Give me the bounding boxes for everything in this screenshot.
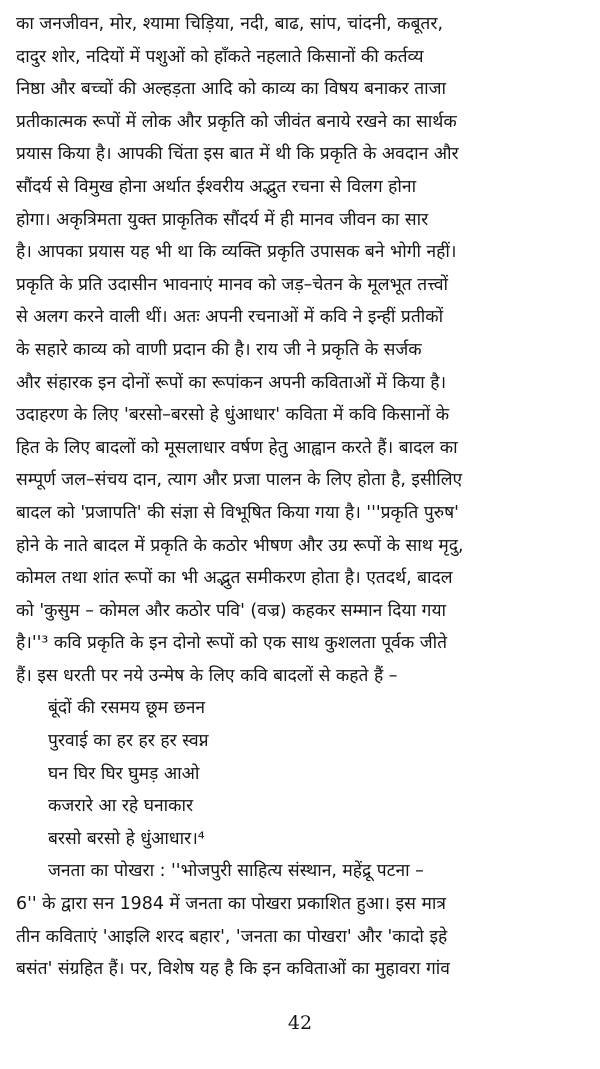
verse-line: कजरारे आ रहे घनाकार — [48, 796, 194, 817]
text-line: 6'' के द्वारा सन 1984 में जनता का पोखरा प्रकाशित हुआ। इस मात्र — [16, 894, 446, 915]
text-line: तीन कविताएं 'आइलि शरद बहार', 'जनता का पोखरा' और 'कादो इहे — [16, 926, 448, 947]
text-line: को 'कुसुम – कोमल और कठोर पवि' (वज्र) कहकर सम्मान दिया गया — [16, 600, 447, 621]
text-line: का जनजीवन, मोर, श्यामा चिड़िया, नदी, बाढ, सांप, चांदनी, कबूतर, — [16, 14, 443, 34]
text-line: होने के नाते बादल में प्रकृति के कठोर भीषण और उग्र रूपों के साथ मृदु, — [16, 535, 464, 556]
text-line: सौंदर्य से विमुख होना अर्थात ईश्वरीय अद्भुत रचना से विलग होना — [16, 176, 417, 197]
text-line: है। आपका प्रयास यह भी था कि व्यक्ति प्रकृति उपासक बने भोगी नहीं। — [16, 242, 457, 263]
text-line: है।''³ कवि प्रकृति के इन दोनो रूपों को एक साथ कुशलता पूर्वक जीते — [16, 633, 448, 654]
text-line: बसंत' संग्रहित हैं। पर, विशेष यह है कि इन कविताओं का मुहावरा गांव — [16, 959, 450, 980]
body-text — [16, 8, 588, 986]
verse-line: बरसो बरसो हे धुंआधार।⁴ — [48, 828, 205, 849]
text-line: उदाहरण के लिए 'बरसो–बरसो हे धुंआधार' कविता में कवि किसानों के — [16, 405, 450, 426]
text-line: प्रयास किया है। आपकी चिंता इस बात में थी कि प्रकृति के अवदान और — [16, 144, 459, 165]
text-line: बादल को 'प्रजापति' की संज्ञा से विभूषित किया गया है। '''प्रकृति पुरुष' — [16, 502, 459, 523]
text-line: के सहारे काव्य को वाणी प्रदान की है। राय जी ने प्रकृति के सर्जक — [16, 339, 422, 360]
text-line: से अलग करने वाली थीं। अतः अपनी रचनाओं में कवि ने इन्हीं प्रतीकों — [16, 307, 444, 328]
text-line: निष्ठा और बच्चों की अल्हड़ता आदि को काव्य का विषय बनाकर ताजा — [16, 79, 447, 100]
page-number: 42 — [287, 1012, 313, 1034]
text-line: दादुर शोर, नदियों में पशुओं को हाँकते नहलाते किसानों की कर्तव्य — [16, 46, 424, 67]
text-line: प्रकृति के प्रति उदासीन भावनाएं मानव को जड़–चेतन के मूलभूत तत्त्वों — [16, 274, 449, 295]
text-line: और संहारक इन दोनों रूपों का रूपांकन अपनी कविताओं में किया है। — [16, 372, 447, 393]
verse-line: बूंदों की रसमय छूम छनन — [48, 698, 206, 719]
text-line: होगा। अकृत्रिमता युक्त प्राकृतिक सौंदर्य में ही मानव जीवन का सार — [16, 209, 429, 230]
text-line: सम्पूर्ण जल–संचय दान, त्याग और प्रजा पालन के लिए होता है, इसीलिए — [16, 470, 463, 491]
text-line: प्रतीकात्मक रूपों में लोक और प्रकृति को जीवंत बनाये रखने का सार्थक — [16, 111, 457, 132]
text-line: हैं। इस धरती पर नये उन्मेष के लिए कवि बादलों से कहते हैं – — [16, 665, 398, 686]
verse-line: घन घिर घिर घुमड़ आओ — [48, 763, 200, 784]
text-line: कोमल तथा शांत रूपों का भी अद्भुत समीकरण होता है। एतदर्थ, बादल — [16, 568, 453, 589]
text-line: जनता का पोखरा : ''भोजपुरी साहित्य संस्थान, महेंद्रू पटना – — [48, 861, 424, 882]
text-line: हित के लिए बादलों को मूसलाधार वर्षण हेतु आह्वान करते हैं। बादल का — [16, 437, 458, 458]
verse-line: पुरवाई का हर हर हर स्वप्न — [48, 731, 209, 752]
